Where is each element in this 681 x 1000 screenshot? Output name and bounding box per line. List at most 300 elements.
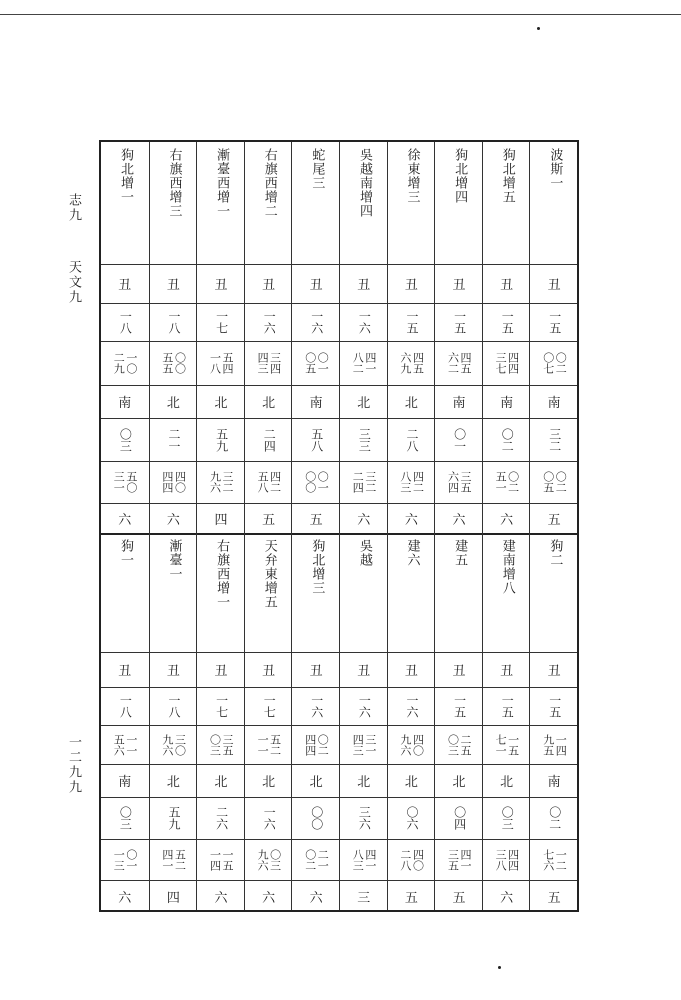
cell-value: 丑 [547, 664, 561, 679]
coordinate-part: 四三 [256, 352, 270, 374]
cell-value: 北 [262, 775, 276, 790]
table-cell [150, 461, 198, 503]
table-cell [388, 533, 436, 652]
star-name: 蛇尾三 [309, 148, 325, 190]
coordinate-part: 〇二 [554, 352, 568, 374]
table-cell [150, 764, 198, 797]
cell-value: 北 [357, 775, 371, 790]
coordinate-part: 二一 [316, 848, 330, 871]
cell-value: 一六 [309, 694, 324, 718]
cell-value: 北 [500, 775, 514, 790]
coordinate-part: 九六 [208, 471, 222, 493]
table-cell [483, 839, 531, 880]
coordinate-part: 三一 [363, 733, 377, 756]
table-cell [101, 385, 149, 418]
coordinate-part: 三〇 [173, 733, 187, 756]
table-cell [292, 533, 340, 652]
coordinate-part: 三七 [494, 352, 508, 374]
table-cell [388, 797, 436, 839]
star-name: 狗北增一 [117, 148, 133, 204]
cell-value: 二八 [404, 427, 419, 452]
cell-value: 南 [309, 396, 323, 411]
coordinate-part: 四二 [268, 471, 282, 493]
table-cell [483, 142, 531, 264]
cell-value: 北 [404, 396, 418, 411]
coordinate-part: 五八 [256, 471, 270, 493]
table-cell [483, 764, 531, 797]
cell-value: 丑 [357, 278, 371, 293]
table-cell [340, 461, 388, 503]
coordinate-part: 二九 [112, 352, 126, 374]
cell-value: 南 [118, 396, 132, 411]
margin-chapter: 志九 [66, 193, 81, 223]
star-name: 狗北增三 [309, 539, 325, 595]
table-cell [101, 142, 149, 264]
table-cell [388, 341, 436, 385]
ink-dot-bottom [498, 966, 501, 969]
table-cell [388, 418, 436, 461]
table-cell [388, 461, 436, 503]
coordinate-part: 一五 [506, 733, 520, 756]
cell-value: 〇二 [500, 427, 515, 452]
star-name: 狗北增五 [499, 148, 515, 204]
table-cell [245, 461, 293, 503]
table-cell [435, 418, 483, 461]
table-cell [150, 341, 198, 385]
table-cell [340, 652, 388, 687]
cell-value: 一五 [500, 310, 515, 334]
table-cell [197, 533, 245, 652]
coordinate-part: 五二 [173, 848, 187, 871]
table-column [482, 142, 531, 910]
cell-value: 六 [166, 512, 180, 528]
coordinate-part: 〇七 [541, 352, 555, 374]
cell-value: 一六 [262, 806, 277, 830]
table-cell [292, 687, 340, 725]
ink-dot-top [537, 27, 540, 30]
table-cell [197, 652, 245, 687]
coordinate-part: 四五 [459, 352, 473, 374]
cell-value: 丑 [452, 278, 466, 293]
coordinate-part: 〇〇 [173, 352, 187, 374]
cell-value: 一六 [262, 310, 277, 334]
table-cell [101, 461, 149, 503]
cell-value: 丑 [166, 664, 180, 679]
table-cell [101, 264, 149, 303]
star-name: 徐東增三 [404, 148, 420, 204]
cell-value: 丑 [262, 278, 276, 293]
cell-value: 丑 [404, 278, 418, 293]
cell-value: 一六 [404, 694, 419, 718]
table-cell [435, 264, 483, 303]
cell-value: 六 [404, 512, 418, 528]
coordinate-part: 〇三 [208, 733, 222, 756]
table-cell [292, 264, 340, 303]
table-cell [101, 687, 149, 725]
table-cell [245, 725, 293, 764]
cell-value: 丑 [357, 664, 371, 679]
coordinate-part: 二五 [459, 733, 473, 756]
coordinate-part: 四四 [160, 471, 174, 493]
coordinate-part: 一〇 [124, 352, 138, 374]
cell-value: 二四 [262, 427, 277, 452]
cell-value: 三二 [547, 427, 562, 452]
table-cell [150, 418, 198, 461]
coordinate-part: 三五 [446, 848, 460, 871]
table-cell [101, 652, 149, 687]
cell-value: 五八 [309, 427, 324, 452]
cell-value: 丑 [309, 664, 323, 679]
table-cell [530, 652, 578, 687]
star-name: 波斯一 [547, 148, 563, 190]
cell-value: 二六 [214, 806, 229, 830]
table-cell [245, 880, 293, 912]
table-cell [340, 797, 388, 839]
margin-page-number: 一二九九 [66, 735, 81, 795]
coordinate-part: 〇二 [316, 733, 330, 756]
coordinate-part: 三一 [112, 471, 126, 493]
coordinate-part: 〇二 [506, 471, 520, 493]
table-cell [388, 264, 436, 303]
coordinate-part: 四一 [363, 352, 377, 374]
cell-value: 北 [166, 775, 180, 790]
table-cell [340, 264, 388, 303]
table-cell [101, 880, 149, 912]
table-cell [435, 687, 483, 725]
table-cell [245, 839, 293, 880]
table-cell [388, 880, 436, 912]
table-cell [197, 880, 245, 912]
table-cell [530, 880, 578, 912]
table-cell [483, 418, 531, 461]
star-name: 漸臺西增一 [214, 148, 230, 218]
table-cell [388, 142, 436, 264]
table-cell [245, 303, 293, 341]
table-cell [197, 418, 245, 461]
cell-value: 四 [166, 890, 180, 906]
coordinate-part: 〇三 [268, 848, 282, 871]
table-cell [530, 142, 578, 264]
cell-value: 北 [166, 396, 180, 411]
table-cell [340, 385, 388, 418]
coordinate-part: 一一 [256, 733, 270, 756]
table-cell [150, 797, 198, 839]
table-cell [388, 764, 436, 797]
table-cell [245, 264, 293, 303]
table-cell [101, 797, 149, 839]
cell-value: 丑 [500, 664, 514, 679]
cell-value: 北 [214, 775, 228, 790]
table-cell [150, 142, 198, 264]
table-cell [150, 303, 198, 341]
table-column [244, 142, 293, 910]
table-cell [340, 725, 388, 764]
cell-value: 〇〇 [309, 806, 324, 830]
table-column [529, 142, 578, 910]
cell-value: 〇二 [547, 806, 562, 830]
table-cell [197, 725, 245, 764]
table-cell [483, 533, 531, 652]
table-column [101, 142, 149, 910]
coordinate-part: 九六 [160, 733, 174, 756]
coordinate-part: 九六 [398, 733, 412, 756]
coordinate-part: 五四 [221, 352, 235, 374]
table-cell [340, 303, 388, 341]
table-cell [292, 142, 340, 264]
table-cell [340, 764, 388, 797]
table-column [291, 142, 340, 910]
cell-value: 六 [309, 890, 323, 906]
coordinate-part: 一四 [208, 848, 222, 871]
table-cell [197, 303, 245, 341]
coordinate-part: 六九 [398, 352, 412, 374]
star-name: 建南增八 [499, 539, 515, 595]
coordinate-part: 三四 [268, 352, 282, 374]
table-cell [245, 341, 293, 385]
coordinate-part: 〇一 [316, 352, 330, 374]
table-cell [483, 725, 531, 764]
table-cell [340, 341, 388, 385]
table-cell [435, 503, 483, 533]
cell-value: 丑 [214, 278, 228, 293]
table-cell [483, 797, 531, 839]
table-cell [245, 533, 293, 652]
coordinate-part: 四一 [160, 848, 174, 871]
table-cell [292, 764, 340, 797]
coordinate-part: 九五 [541, 733, 555, 756]
coordinate-part: 四三 [351, 733, 365, 756]
table-cell [197, 797, 245, 839]
table-cell [483, 503, 531, 533]
cell-value: 六 [500, 512, 514, 528]
table-cell [340, 687, 388, 725]
star-name: 建六 [404, 539, 420, 567]
table-cell [340, 880, 388, 912]
table-column [339, 142, 388, 910]
table-cell [101, 303, 149, 341]
cell-value: 六 [452, 512, 466, 528]
cell-value: 五 [404, 890, 418, 906]
star-name: 狗一 [117, 539, 133, 567]
table-cell [530, 797, 578, 839]
table-cell [530, 461, 578, 503]
cell-value: 二一 [166, 427, 181, 452]
table-cell [101, 341, 149, 385]
cell-value: 北 [214, 396, 228, 411]
cell-value: 三三 [357, 427, 372, 452]
cell-value: 丑 [500, 278, 514, 293]
table-cell [292, 725, 340, 764]
table-cell [197, 341, 245, 385]
star-name: 右旗西增三 [166, 148, 182, 218]
table-cell [530, 385, 578, 418]
coordinate-part: 六四 [446, 471, 460, 493]
table-cell [483, 385, 531, 418]
table-cell [340, 839, 388, 880]
cell-value: 南 [547, 396, 561, 411]
coordinate-part: 〇五 [541, 471, 555, 493]
table-cell [483, 264, 531, 303]
table-cell [530, 533, 578, 652]
coordinate-part: 七六 [541, 848, 555, 871]
table-cell [197, 839, 245, 880]
table-cell [530, 725, 578, 764]
table-cell [150, 503, 198, 533]
coordinate-part: 五〇 [124, 471, 138, 493]
table-cell [530, 303, 578, 341]
table-cell [197, 142, 245, 264]
cell-value: 一五 [452, 310, 467, 334]
coordinate-part: 四〇 [411, 733, 425, 756]
coordinate-part: 一四 [554, 733, 568, 756]
table-cell [340, 418, 388, 461]
table-cell [435, 839, 483, 880]
cell-value: 北 [309, 775, 323, 790]
cell-value: 一六 [357, 694, 372, 718]
table-cell [435, 725, 483, 764]
cell-value: 一七 [214, 694, 229, 718]
cell-value: 六 [214, 890, 228, 906]
table-cell [150, 839, 198, 880]
table-cell [245, 503, 293, 533]
coordinate-part: 四四 [506, 352, 520, 374]
table-cell [435, 341, 483, 385]
cell-value: 一八 [118, 310, 133, 334]
table-cell [435, 652, 483, 687]
table-cell [435, 385, 483, 418]
table-cell [245, 142, 293, 264]
coordinate-part: 四四 [303, 733, 317, 756]
coordinate-part: 五一 [494, 471, 508, 493]
table-cell [150, 264, 198, 303]
table-cell [245, 385, 293, 418]
table-cell [150, 652, 198, 687]
table-cell [197, 687, 245, 725]
table-cell [530, 764, 578, 797]
star-name: 狗二 [547, 539, 563, 567]
coordinate-part: 五六 [112, 733, 126, 756]
cell-value: 〇一 [452, 427, 467, 452]
table-cell [245, 418, 293, 461]
coordinate-part: 九六 [256, 848, 270, 871]
header-rule [0, 14, 681, 15]
coordinate-part: 二八 [398, 848, 412, 871]
cell-value: 北 [452, 775, 466, 790]
cell-value: 六 [262, 890, 276, 906]
cell-value: 北 [262, 396, 276, 411]
table-column [387, 142, 436, 910]
cell-value: 北 [404, 775, 418, 790]
cell-value: 丑 [452, 664, 466, 679]
table-cell [150, 687, 198, 725]
cell-value: 〇六 [404, 806, 419, 830]
star-name: 狗北增四 [452, 148, 468, 204]
coordinate-part: 一二 [554, 848, 568, 871]
coordinate-part: 三二 [221, 471, 235, 493]
table-cell [150, 385, 198, 418]
table-cell [150, 533, 198, 652]
table-column [149, 142, 198, 910]
table-cell [197, 461, 245, 503]
cell-value: 丑 [118, 664, 132, 679]
coordinate-part: 〇二 [554, 471, 568, 493]
table-cell [292, 303, 340, 341]
table-cell [483, 461, 531, 503]
table-cell [388, 687, 436, 725]
table-cell [292, 341, 340, 385]
star-name: 右旗西增二 [261, 148, 277, 218]
coordinate-part: 一三 [112, 848, 126, 871]
cell-value: 〇四 [452, 806, 467, 830]
table-cell [435, 533, 483, 652]
table-cell [530, 839, 578, 880]
star-catalog-table [99, 140, 579, 912]
coordinate-part: 四四 [506, 848, 520, 871]
coordinate-part: 一五 [221, 848, 235, 871]
table-cell [245, 687, 293, 725]
coordinate-part: 〇五 [303, 352, 317, 374]
table-cell [483, 341, 531, 385]
table-cell [292, 418, 340, 461]
table-cell [435, 303, 483, 341]
coordinate-part: 一八 [208, 352, 222, 374]
table-cell [197, 385, 245, 418]
cell-value: 丑 [214, 664, 228, 679]
cell-value: 〇三 [118, 427, 133, 452]
cell-value: 三 [357, 890, 371, 906]
cell-value: 四 [214, 512, 228, 528]
table-cell [388, 839, 436, 880]
table-cell [483, 880, 531, 912]
cell-value: 丑 [166, 278, 180, 293]
coordinate-part: 一一 [124, 733, 138, 756]
cell-value: 一七 [262, 694, 277, 718]
table-cell [245, 797, 293, 839]
table-cell [340, 533, 388, 652]
cell-value: 南 [452, 396, 466, 411]
table-cell [388, 503, 436, 533]
coordinate-part: 四〇 [173, 471, 187, 493]
table-cell [197, 264, 245, 303]
star-name: 天弁東增五 [261, 539, 277, 609]
coordinate-part: 三五 [221, 733, 235, 756]
coordinate-part: 四一 [459, 848, 473, 871]
coordinate-part: 三八 [494, 848, 508, 871]
coordinate-part: 〇三 [446, 733, 460, 756]
star-name: 吳越南增四 [356, 148, 372, 218]
coordinate-part: 三五 [459, 471, 473, 493]
table-cell [388, 385, 436, 418]
table-cell [150, 725, 198, 764]
cell-value: 六 [118, 512, 132, 528]
coordinate-part: 〇一 [316, 471, 330, 493]
coordinate-part: 四〇 [411, 848, 425, 871]
table-cell [530, 418, 578, 461]
cell-value: 丑 [404, 664, 418, 679]
margin-section: 天文九 [66, 260, 81, 305]
table-cell [435, 797, 483, 839]
table-cell [483, 652, 531, 687]
table-cell [292, 503, 340, 533]
table-cell [292, 652, 340, 687]
cell-value: 南 [547, 775, 561, 790]
table-cell [197, 503, 245, 533]
cell-value: 一七 [214, 310, 229, 334]
table-cell [292, 839, 340, 880]
coordinate-part: 三二 [363, 471, 377, 493]
cell-value: 六 [118, 890, 132, 906]
cell-value: 一八 [118, 694, 133, 718]
